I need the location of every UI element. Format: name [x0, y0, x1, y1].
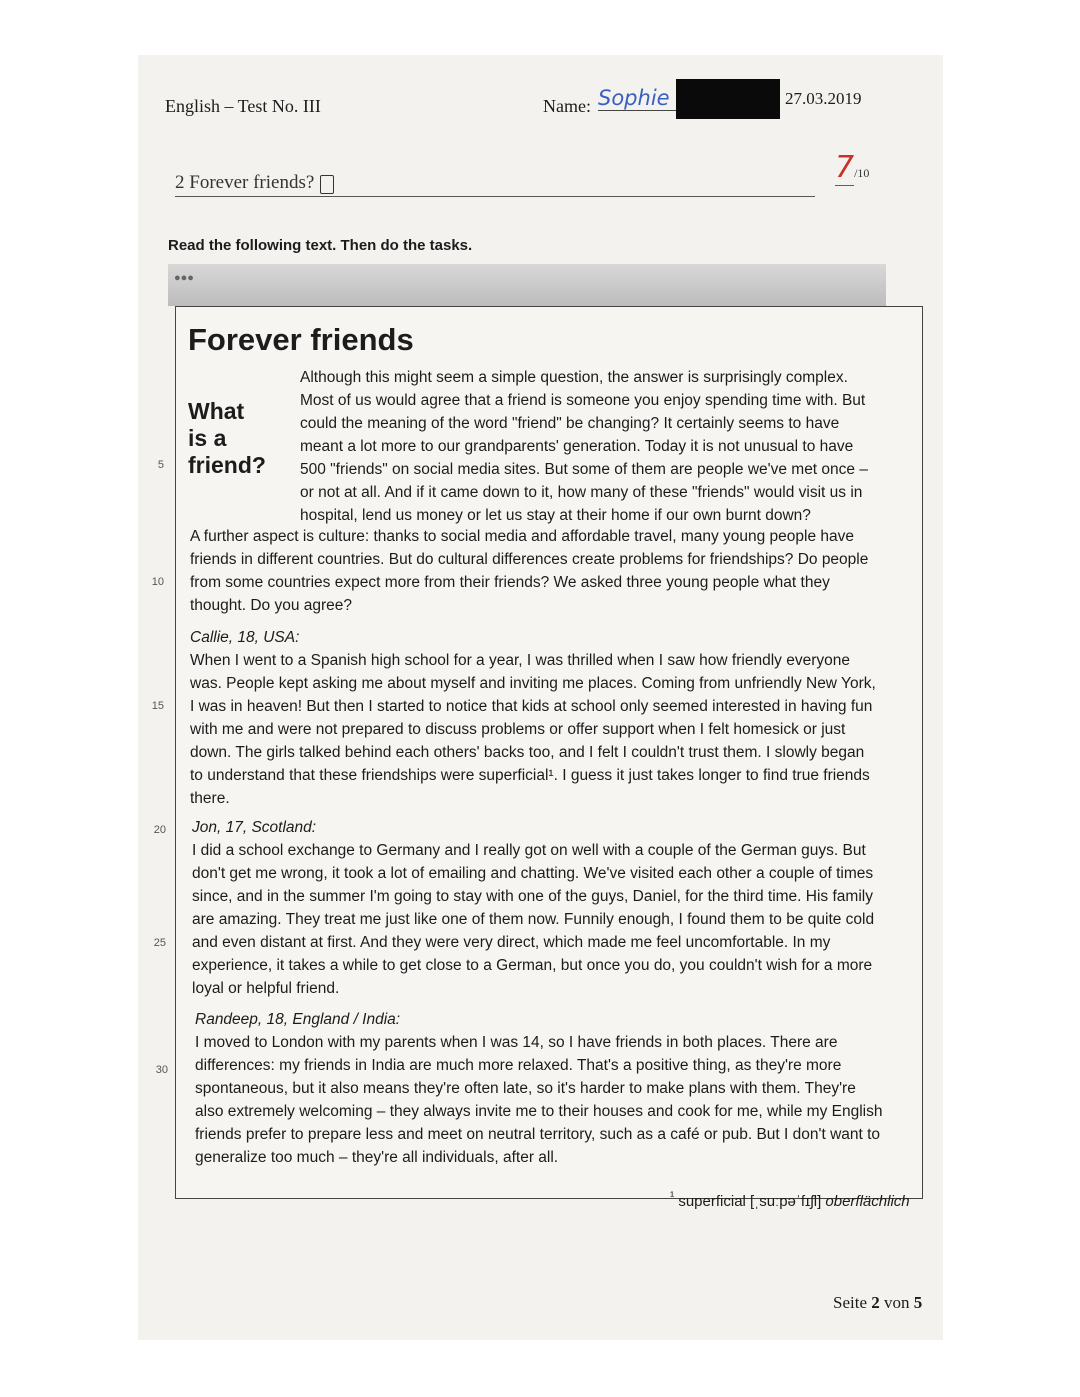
- page-current: 2: [871, 1293, 880, 1312]
- line-number: 5: [157, 459, 164, 471]
- name-label: Name:: [543, 96, 591, 116]
- redacted-surname: [676, 79, 780, 119]
- page-number: [833, 1293, 922, 1313]
- page-total: 5: [913, 1293, 923, 1312]
- footnote-marker: ¹: [670, 1189, 675, 1203]
- line-number: 15: [151, 700, 164, 712]
- test-title: English – Test No. III: [165, 96, 321, 116]
- footnote-translation: oberflächlich: [825, 1193, 910, 1210]
- page-of: von: [884, 1293, 910, 1312]
- side-question-line: friend?: [188, 452, 266, 478]
- section-title: 2 Forever friends?: [175, 172, 315, 193]
- side-question: [188, 398, 283, 479]
- article-paragraph-2: A further aspect is culture: thanks to social media and affordable travel, many young people have friends in different countries. But do cultural differences create problems for friendships? Do people from some countries expect more from their friends? We asked three young people what they thought. Do you agree?: [190, 528, 869, 614]
- testimonial-person: Callie, 18, USA:: [190, 629, 300, 646]
- testimonial-person: Jon, 17, Scotland:: [192, 819, 317, 836]
- testimonial-text: I did a school exchange to Germany and I really got on well with a couple of the German guys. But don't get me wrong, it took a lot of emailing and chatting. We've visited each other a couple of times since, and in the summer I'm going to stay with one of the guys, Daniel, for the third time. His family are amazing. They treat me just like one of them now. Funnily enough, I found them to be quite cold and even distant at first. And they were very direct, which made me feel uncomfortable. In my experience, it takes a while to get close to a German, but once you do, you couldn't wish for a more loyal or helpful friend.: [192, 842, 875, 997]
- test-date: 27.03.2019: [785, 89, 862, 108]
- window-title-bar: [168, 264, 886, 306]
- instructions: Read the following text. Then do the tasks.: [168, 237, 473, 254]
- line-number: 30: [155, 1064, 168, 1076]
- score-total: /10: [854, 166, 870, 180]
- page-label: Seite: [833, 1293, 867, 1312]
- line-number: 10: [151, 576, 164, 588]
- window-controls-icon: ●●●: [174, 272, 194, 284]
- score-value: 7: [835, 150, 855, 185]
- article-title: Forever friends: [188, 322, 414, 357]
- student-name: Sophie: [598, 86, 676, 111]
- testimonial-text: When I went to a Spanish high school for a year, I was thrilled when I saw how friendly everyone was. People kept asking me about myself and inviting me places. Coming from unfriendly New York, I was in heaven! But then I started to notice that kids at school only seemed interested in having fun with me and were not prepared to discuss problems or offer support when I felt homesick or just down. The girls talked behind each others' backs too, and I felt I couldn't trust them. I slowly began to understand that these friendships were superficial¹. I guess it just takes longer to find true friends there.: [190, 652, 876, 807]
- testimonial-text: I moved to London with my parents when I was 14, so I have friends in both places. There are differences: my friends in India are much more relaxed. That's a positive thing, as they're more spontaneous, but it also means they're often late, so it's harder to make plans with them. They're also extremely welcoming – they always invite me to their houses and cook for me, while my English friends prefer to prepare less and meet on neutral territory, such as a café or pub. But I don't want to generalize too much – they're all individuals, after all.: [195, 1034, 883, 1166]
- score: [835, 150, 869, 185]
- checkbox-icon: [320, 175, 334, 194]
- testimonial-jon: [192, 816, 887, 1000]
- side-question-line: What: [188, 398, 245, 424]
- testimonial-randeep: [195, 1008, 885, 1169]
- testimonial-person: Randeep, 18, England / India:: [195, 1011, 401, 1028]
- line-number: 20: [153, 824, 166, 836]
- footnote: [670, 1189, 910, 1210]
- article-intro: Although this might seem a simple question, the answer is surprisingly complex. Most of us would agree that a friend is someone you enjoy spending time with. But could the meaning of the word "friend" be changing? It certainly seems to have meant a lot more to our grandparents' generation. Today it is not unusual to have 500 "friends" on social media sites. But some of them are people we've met once – or not at all. And if it came down to it, how many of these "friends" would visit us in hospital, lend us money or let us stay at their home if our own burnt down?: [300, 369, 868, 524]
- side-question-line: is a: [188, 425, 227, 451]
- testimonial-callie: [190, 626, 880, 810]
- footnote-term: superficial [ˌsuːpəˈfɪʃl]: [678, 1193, 822, 1210]
- line-number: 25: [153, 937, 166, 949]
- section-title-rule: [175, 172, 815, 197]
